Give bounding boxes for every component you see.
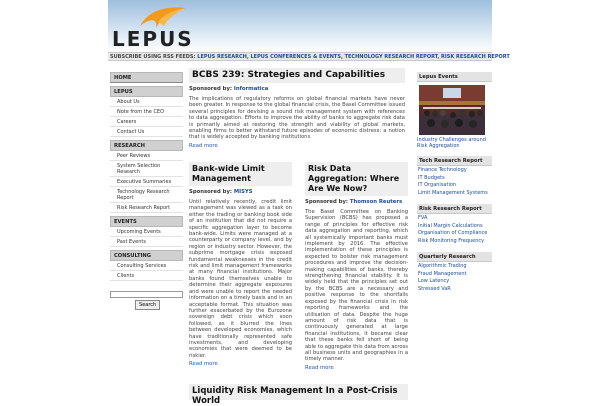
risk-research-list [417, 214, 492, 245]
quarterly-research-box [417, 252, 492, 293]
nav-list-lepus [110, 97, 183, 137]
box-title: Lepus Events [417, 72, 492, 82]
nav-item-upcoming-events[interactable]: Upcoming Events [110, 227, 183, 237]
article-title[interactable]: Risk Data Aggregation: Where Are We Now? [305, 162, 408, 196]
risk-item-compliance[interactable]: Organisation of Compliance [418, 230, 488, 236]
article-liquidity-risk [189, 384, 408, 406]
article-risk-data-aggregation [305, 162, 408, 371]
article-sponsor [189, 86, 405, 92]
tech-research-box [417, 156, 492, 197]
nav-item-tech-research-report[interactable]: Technology Research Report [110, 187, 183, 203]
nav-item-consulting-services[interactable]: Consulting Services [110, 261, 183, 271]
nav-item-note-from-ceo[interactable]: Note from the CEO [110, 107, 183, 117]
sponsor-label: Sponsored by: [305, 199, 349, 205]
tech-research-list [417, 166, 492, 197]
article-bank-wide-limit [189, 162, 292, 367]
lepus-events-box [417, 72, 492, 149]
article-sponsor [305, 199, 408, 205]
nav-item-careers[interactable]: Careers [110, 117, 183, 127]
tech-item-it-organisation[interactable]: IT Organisation [418, 182, 457, 188]
quarterly-item-algorithmic-trading[interactable]: Algorithmic Trading [418, 263, 467, 269]
article-bcbs-239 [189, 68, 405, 149]
nav-list-consulting [110, 261, 183, 281]
nav-item-executive-summaries[interactable]: Executive Summaries [110, 177, 183, 187]
quarterly-item-low-latency[interactable]: Low Latency [418, 278, 450, 284]
tech-item-it-budgets[interactable]: IT Budgets [418, 174, 445, 181]
nav-item-past-events[interactable]: Past Events [110, 237, 183, 247]
lepus-swoosh-logo-icon [138, 4, 188, 28]
article-title[interactable]: BCBS 239: Strategies and Capabilities [189, 68, 405, 83]
nav-section-events[interactable]: EVENTS [110, 216, 183, 227]
nav-item-about-us[interactable]: About Us [110, 97, 183, 107]
sponsor-label: Sponsored by: [189, 189, 233, 195]
nav-item-peer-reviews[interactable]: Peer Reviews [110, 151, 183, 161]
article-body: The Basel Committee on Banking Supervision (BCBS) has proposed a range of principles for effective risk data aggregation and reporting, which all systemically important banks must implement by 2016. The effective implementation of these principles is expected to bolster risk management procedures and improve the decision-making capabilities of banks, thereby strengthening financial stability. It is widely held that the principles set out by the BCBS are a necessary and positive response to the shortfalls exposed by the financial crisis in risk reporting frameworks and the utilisation of data. Despite the huge amount of risk data that is continuously generated at large financial institutions, it became clear that these banks fell short of being able to aggregate this data from across all business units and geographies in a timely manner. [305, 209, 408, 363]
article-title[interactable]: Bank-wide Limit Management [189, 162, 292, 186]
risk-research-box [417, 204, 492, 245]
site-header [108, 0, 492, 52]
read-more-link[interactable]: Read more [189, 142, 218, 149]
risk-item-fva[interactable]: FVA [418, 215, 428, 221]
box-title: Quarterly Research [417, 252, 492, 262]
right-sidebar [417, 72, 492, 300]
sponsor-label: Sponsored by: [189, 86, 233, 92]
sponsor-name[interactable]: MISYS [233, 189, 253, 195]
tech-item-finance-technology[interactable]: Finance Technology [418, 167, 467, 173]
quarterly-item-fraud-management[interactable]: Fraud Management [418, 270, 467, 277]
box-title: Tech Research Report [417, 156, 492, 166]
nav-section-lepus[interactable]: LEPUS [110, 86, 183, 97]
risk-item-monitoring-frequency[interactable]: Risk Monitoring Frequency [418, 237, 485, 244]
article-sponsor [189, 189, 292, 195]
nav-list-events [110, 227, 183, 247]
tech-item-limit-management[interactable]: Limit Management Systems [418, 189, 488, 196]
nav-section-research[interactable]: RESEARCH [110, 140, 183, 151]
risk-item-initial-margin[interactable]: Initial Margin Calculations [418, 222, 483, 229]
sponsor-name[interactable]: Informatica [233, 86, 269, 92]
read-more-link[interactable]: Read more [189, 361, 218, 368]
article-body: Until relatively recently, credit limit management was viewed as a task on either the trading or banking book side of an institution that did not require a specific aggregation layer to become bank-wide. Limits were managed at a counterparty or company level, and by region or industry sector. However, the subprime mortgage crisis exposed fundamental weaknesses in the credit risk and limit management frameworks at many financial institutions. Major banks found themselves unable to determine their aggregate exposures and were unable to report the needed information on a timely basis and in an acceptable format. This situation was further exacerbated by the Eurozone sovereign debt crisis which soon followed, as it blurred the lines between developed economies, which have traditionally represented safe investments, and developing economies that were deemed to be riskier. [189, 199, 292, 359]
left-navigation [110, 72, 183, 310]
nav-item-clients[interactable]: Clients [110, 271, 183, 281]
rss-links[interactable]: LEPUS RESEARCH, LEPUS CONFERENCES & EVENTS, TECHNOLOGY RESEARCH REPORT, RISK RESEARCH REPORT [197, 54, 510, 60]
quarterly-item-stressed-var[interactable]: Stressed VaR [418, 285, 451, 292]
search-input[interactable] [110, 291, 183, 298]
article-title[interactable]: Liquidity Risk Management In a Post-Crisis World [189, 384, 408, 400]
conference-room-photo[interactable] [419, 85, 485, 135]
nav-item-system-selection[interactable]: System Selection Research [110, 161, 183, 177]
event-caption-link[interactable]: Industry Challenges around Risk Aggregation [417, 137, 486, 149]
box-title: Risk Research Report [417, 204, 492, 214]
rss-label: SUBSCRIBE USING RSS FEEDS: [110, 54, 196, 60]
site-logo[interactable]: LEPUS [112, 27, 194, 51]
nav-home[interactable]: HOME [110, 72, 183, 83]
quarterly-research-list [417, 262, 492, 293]
rss-feed-bar [108, 52, 510, 61]
nav-item-risk-research-report[interactable]: Risk Research Report [110, 203, 183, 213]
search-button[interactable]: Search [135, 300, 160, 310]
nav-item-contact-us[interactable]: Contact Us [110, 127, 183, 137]
sponsor-name[interactable]: Thomson Reuters [349, 199, 403, 205]
nav-section-consulting[interactable]: CONSULTING [110, 250, 183, 261]
nav-list-research [110, 151, 183, 213]
article-body: The implications of regulatory reforms on global financial markets have never been greater. In response to the global financial crisis, the Basel Committee issued several principles for devising a sound risk management system with references to data aggregation. Efforts to improve the ability of banks to aggregate risk data is primarily aimed at restoring the strength and viability of global markets, enabling firms to better withstand future episodes of economic distress; a notion that is widely accepted by banking institutions [189, 96, 405, 141]
read-more-link[interactable]: Read more [305, 364, 334, 371]
